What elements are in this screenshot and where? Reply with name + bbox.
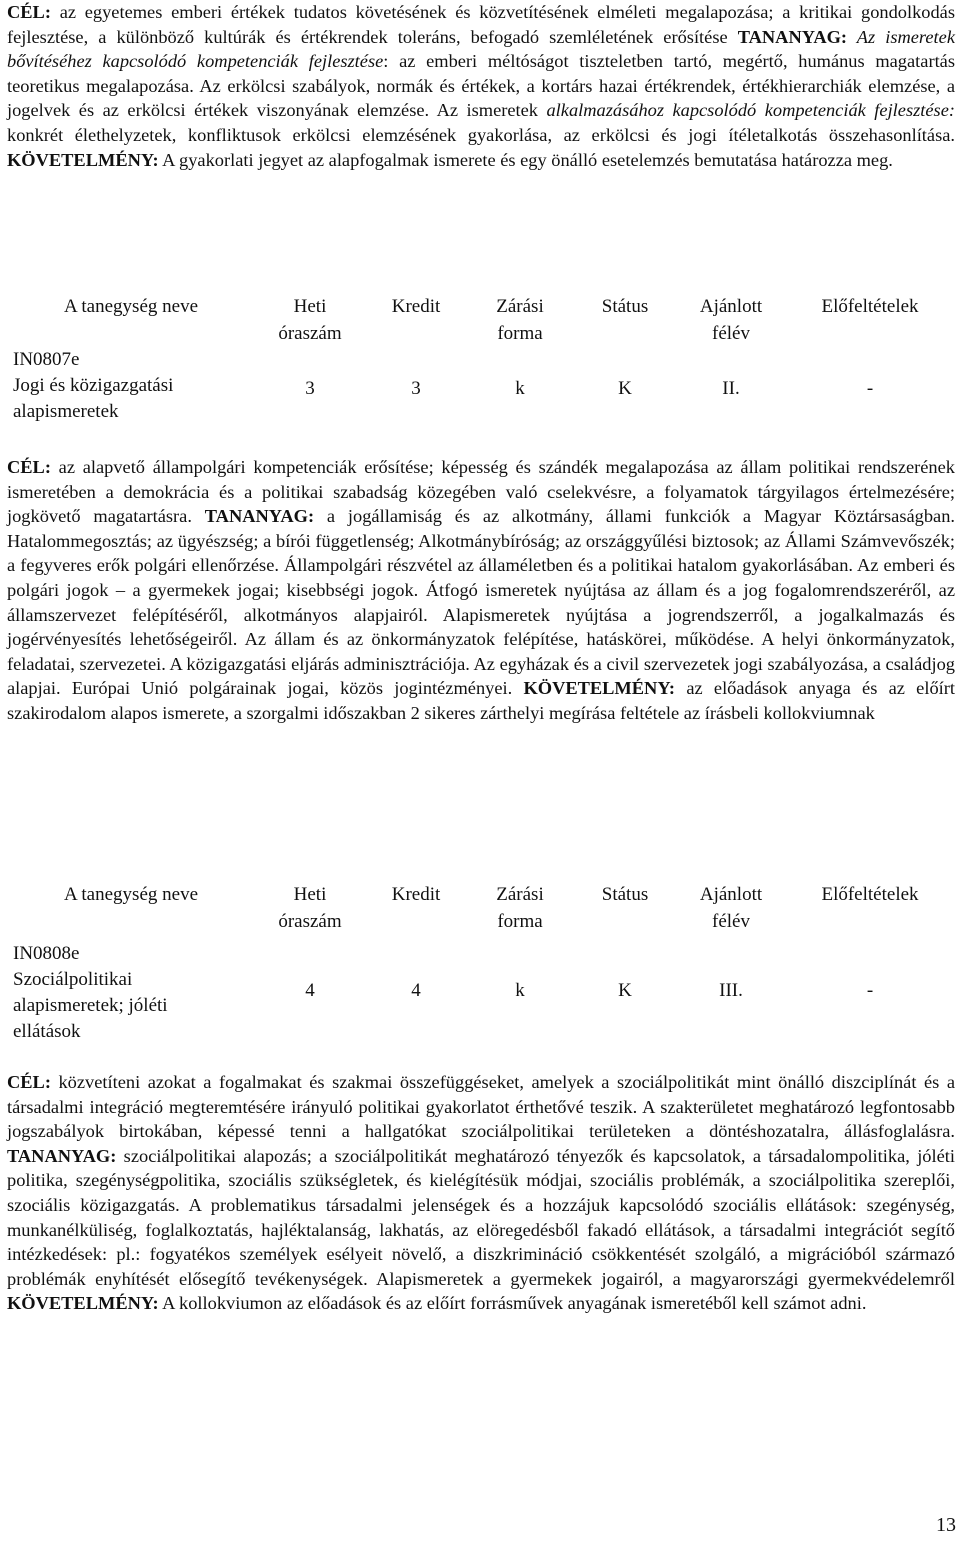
header-exam	[467, 881, 573, 935]
header-exam-line2: forma	[497, 323, 543, 344]
tananyag-label: TANANYAG:	[204, 506, 315, 527]
kovetelmeny-label: KÖVETELMÉNY:	[7, 1293, 159, 1314]
kovetelmeny-text: A kollokviumon az előadások és az előírt forrásművek anyagának ismeretéből kell számot adni.	[158, 1293, 867, 1314]
course-table-in0807e	[7, 293, 955, 431]
cel-text: az alapvető állampolgári kompetenciák erősítése; képesség és szándék megalapozása az állam politikai rendszerének ismeretében a demokrácia és a politikai szabadság közegében való cselekvésre, a folyamatok tárgyilagos értelmezésére; jogkövető magatartásra.	[7, 457, 955, 527]
course-semester: II.	[722, 378, 740, 399]
header-exam	[467, 293, 573, 347]
tananyag-text: konkrét élethelyzetek, konfliktusok erkölcsi elemzésének gyakorlása, az erkölcsi és jogi ítéletalkotás összehasonlítása.	[7, 124, 955, 145]
header-semester	[677, 293, 785, 347]
tananyag-italic: alkalmazásához kapcsolódó kompetenciák fejlesztése:	[546, 100, 955, 121]
header-hours	[255, 881, 365, 935]
header-exam-line1: Zárási	[496, 884, 544, 905]
course-hours: 3	[305, 378, 315, 399]
page-number: 13	[936, 1514, 956, 1536]
header-semester-line2: félév	[712, 323, 750, 344]
header-prereq: Előfeltételek	[821, 884, 919, 905]
course-code: IN0807e	[13, 349, 80, 370]
cel-text: az egyetemes emberi értékek tudatos követésének és közvetítésének elméleti megalapozása; a kritikai gondolkodás fejlesztése, a különböző kultúrák és értékrendek toleráns, befogadó szemléletének erősítése	[7, 2, 955, 47]
header-semester	[677, 881, 785, 935]
header-hours-line1: Heti	[293, 884, 327, 905]
paragraph-social-policy-course	[7, 1070, 955, 1316]
course-name-line1: Szociálpolitikai	[13, 969, 133, 990]
cel-text: közvetíteni azokat a fogalmakat és szakmai összefüggéseket, amelyek a szociálpolitikát mint önálló diszciplínát és a társadalmi integráció megteremtésére irányuló politikai gyakorlatot érthetővé teszik. A szakterületet meghatározó legfontosabb jogszabályok birtokában, képessé tenni a hallgatókat szociálpolitikai területeken a döntéshozatalra, állásfoglalásra.	[7, 1072, 955, 1142]
tananyag-text: szociálpolitikai alapozás; a szociálpolitikát meghatározó tényezők és kapcsolatok, a társadalompolitika, jóléti politika, szegénységpolitika, szociális szükségletek, és kielégítésük módjai, szociális problémák, a szociálpolitika szereplői, szociális közigazgatás. A problematikus társadalmi jelenségek és a hozzájuk kapcsolódó szociális ellátások: szegénység, munkanélküliség, foglalkoztatás, hajléktalanság, lakhatás, az elöregedésből fakadó ellátások, a társadalmi integrációt segítő intézkedések: pl.: fogyatékos személyek esélyeit növelő, a diszkrimináció csökkentését szolgáló, a migrációból származó problémák enyhítését elősegítő tevékenységek. Alapismeretek a gyermekek jogairól, a magyarországi gyermekvédelemről	[7, 1145, 955, 1289]
paragraph-law-course	[7, 455, 955, 726]
kovetelmeny-label: KÖVETELMÉNY:	[523, 678, 676, 699]
course-code: IN0808e	[13, 943, 80, 964]
header-hours-line1: Heti	[293, 296, 327, 317]
header-exam-line2: forma	[497, 911, 543, 932]
header-prereq: Előfeltételek	[821, 296, 919, 317]
course-status: K	[618, 980, 632, 1001]
tananyag-italic: Az ismeretek bővítéséhez kapcsolódó kompetenciák fejlesztése	[7, 26, 955, 72]
header-hours-line2: óraszám	[278, 911, 342, 932]
tananyag-text: a jogállamiság és az alkotmány, állami funkciók a Magyar Köztársaságban. Hatalommegosztás; az ügyészség; a bírói függetlenség; Alkotmánybíróság; az országgyűlési biztosok; az Állami Számvevőszék; a fegyveres erők polgári ellenőrzése. Állampolgári részvétel az államéletben és a politikai hatalom gyakorlásában. Az emberi és polgári jogok – a gyermekek jogai; kisebbségi jogok. Átfogó ismeretek nyújtása az állam és a jog fogalomrendszeréről, az államszervezet felépítéséről, alkotmányos alapjairól. Alapismeretek nyújtása a jogrendszerről, a jogalkalmazás és jogérvényesítés lehetőségeiről. Az állam és az önkormányzatok felépítése, hatáskörei, működése. A helyi önkormányzatok, feladatai, szervezetei. A közigazgatási eljárás adminisztrációja. Az egyházak és a civil szervezetek jogi szabályozása, a családjog alapjai. Európai Unió polgárainak jogai, közös jogintézményei.	[7, 506, 955, 699]
course-prereq: -	[866, 980, 874, 1001]
header-status: Státus	[601, 884, 649, 905]
cel-label: CÉL:	[7, 2, 51, 22]
kovetelmeny-text: A gyakorlati jegyet az alapfogalmak ismerete és egy önálló esetelemzés bemutatása határozza meg.	[158, 149, 893, 170]
header-semester-line1: Ajánlott	[699, 296, 763, 317]
header-name: A tanegység neve	[63, 296, 198, 317]
course-status: K	[618, 378, 632, 399]
tananyag-text: : az emberi méltóságot tiszteletben tartó, megértő, humánus magatartás teoretikus megalapozása. Az erkölcsi szabályok, normák és értékek, a kortárs hazai értékrendek, értékhierarchiák elemzése, a jogelvek és az erkölcsi értékek viszonyának elemzése. Az ismeretek	[7, 51, 955, 121]
course-name-line2: alapismeretek	[13, 401, 119, 422]
header-hours-line2: óraszám	[278, 323, 342, 344]
header-status: Státus	[601, 296, 649, 317]
course-exam: k	[515, 378, 525, 399]
course-name-cell	[7, 935, 255, 1047]
header-semester-line2: félév	[712, 911, 750, 932]
kovetelmeny-text: az előadások anyaga és az előírt szakirodalom alapos ismerete, a szorgalmi időszakban 2 sikeres zárthelyi megírása feltétele az írásbeli kollokviumnak	[7, 678, 955, 723]
paragraph-ethics-course	[7, 0, 955, 172]
header-name: A tanegység neve	[63, 884, 198, 905]
table-header-row	[7, 293, 955, 347]
header-exam-line1: Zárási	[496, 296, 544, 317]
course-credit: 4	[411, 980, 421, 1001]
course-name-line1: Jogi és közigazgatási	[13, 375, 174, 396]
course-name-line3: ellátások	[13, 1021, 81, 1042]
course-exam: k	[515, 980, 525, 1001]
table-header-row	[7, 881, 955, 935]
tananyag-label: TANANYAG:	[737, 26, 848, 47]
course-prereq: -	[866, 378, 874, 399]
course-name-line2: alapismeretek; jóléti	[13, 995, 168, 1016]
header-credit: Kredit	[391, 884, 441, 905]
course-hours: 4	[305, 980, 315, 1001]
cel-label: CÉL:	[7, 457, 51, 477]
course-table-in0808e	[7, 881, 955, 1047]
header-credit: Kredit	[391, 296, 441, 317]
table-row	[7, 935, 955, 1047]
course-credit: 3	[411, 378, 421, 399]
header-semester-line1: Ajánlott	[699, 884, 763, 905]
course-semester: III.	[719, 980, 743, 1001]
cel-label: CÉL:	[7, 1072, 51, 1092]
table-row	[7, 347, 955, 431]
header-hours	[255, 293, 365, 347]
kovetelmeny-label: KÖVETELMÉNY:	[7, 149, 159, 170]
course-name-cell	[7, 347, 255, 431]
tananyag-label: TANANYAG:	[7, 1145, 117, 1166]
